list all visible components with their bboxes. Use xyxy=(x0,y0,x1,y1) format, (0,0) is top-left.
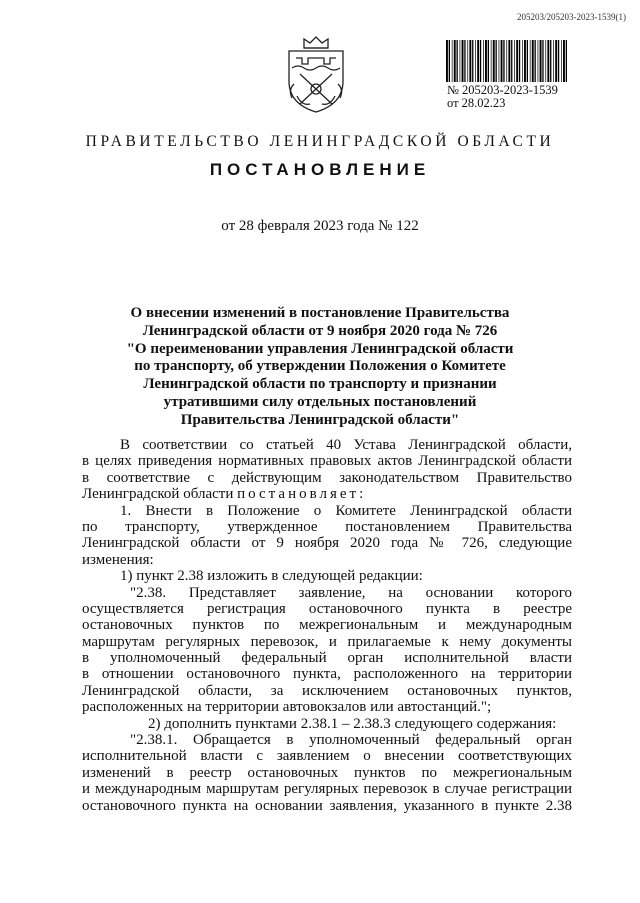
body-line: Ленинградской области от 9 ноября 2020 года № 726, следующие xyxy=(82,535,572,552)
body-line: изменения: xyxy=(82,551,154,568)
barcode-bar xyxy=(530,40,531,82)
barcode-bar xyxy=(516,40,518,82)
body-line: в соответствие с действующим законодательством Правительство xyxy=(82,469,572,486)
barcode-bar xyxy=(532,40,534,82)
barcode-bar xyxy=(462,40,464,82)
barcode-bar xyxy=(496,40,497,82)
body-line: 2) дополнить пунктами 2.38.1 – 2.38.3 следующего содержания: xyxy=(148,715,557,732)
title-line: "О переименовании управления Ленинградской области xyxy=(126,340,514,357)
barcode-bar xyxy=(555,40,557,82)
body-line: осуществляется регистрация остановочного пункта в реестре xyxy=(82,600,572,617)
document-title xyxy=(0,305,640,430)
body-line: и международным маршрутам регулярных перевозок в случае регистрации xyxy=(82,781,572,798)
body-line: исполнительной власти с заявлением о внесении соответствующих xyxy=(82,748,572,765)
coat-of-arms-emblem xyxy=(280,34,352,116)
barcode-bar xyxy=(558,40,559,82)
barcode-bar xyxy=(542,40,543,82)
barcode-bar xyxy=(550,40,551,82)
barcode-bar xyxy=(488,40,489,82)
title-line: Ленинградской области от 9 ноября 2020 года № 726 xyxy=(142,322,498,339)
barcode-bar xyxy=(501,40,503,82)
barcode-bar xyxy=(540,40,542,82)
title-line: по транспорту, об утверждении Положения о Комитете xyxy=(134,358,506,375)
barcode-bar xyxy=(454,40,456,82)
body-line: в отношении остановочного пункта, расположенного на территории xyxy=(82,666,572,683)
barcode-bar xyxy=(485,40,487,82)
barcode-bar xyxy=(561,40,562,82)
title-line: О внесении изменений в постановление Правительства xyxy=(130,305,510,321)
body-line: "2.38. Представляет заявление, на основании которого xyxy=(130,584,572,601)
title-line: Правительства Ленинградской области" xyxy=(180,411,460,428)
barcode-bar xyxy=(499,40,500,82)
barcode-bar xyxy=(545,40,546,82)
registration-date: от 28.02.23 xyxy=(447,96,506,110)
barcode-bar xyxy=(566,40,567,82)
barcode-bar xyxy=(472,40,473,82)
barcode-bar xyxy=(553,40,554,82)
barcode-bar xyxy=(469,40,471,82)
barcode-bar xyxy=(563,40,565,82)
body-line: В соответствии со статьей 40 Устава Ленинградской области, xyxy=(120,437,572,453)
preamble-end: Ленинградской области xyxy=(82,486,238,503)
barcode-bar xyxy=(535,40,536,82)
barcode-bar xyxy=(480,40,481,82)
barcode-bar xyxy=(503,40,504,82)
body-line: Ленинградской области, за исключением остановочных пунктов, xyxy=(82,682,572,699)
body-line: маршрутам регулярных перевозок, и прилагаемые к нему документы xyxy=(82,633,572,650)
title-line: Ленинградской области по транспорту и признании xyxy=(143,376,497,393)
document-type: ПОСТАНОВЛЕНИЕ xyxy=(209,160,431,179)
body-line xyxy=(82,486,572,502)
barcode-bar xyxy=(477,40,479,82)
registration-number: № 205203-2023-1539 xyxy=(447,83,558,97)
registration-stamp xyxy=(447,84,558,110)
barcode-bar xyxy=(508,40,510,82)
organization-name: ПРАВИТЕЛЬСТВО ЛЕНИНГРАДСКОЙ ОБЛАСТИ xyxy=(85,133,555,150)
barcode-bar xyxy=(491,40,492,82)
document-reference-code: 205203/205203-2023-1539(1) xyxy=(517,12,626,22)
barcode-bar xyxy=(522,40,523,82)
barcode-bar xyxy=(511,40,512,82)
barcode-bar xyxy=(519,40,520,82)
body-line: остановочных пунктов по межрегиональным и международным xyxy=(82,617,572,634)
barcode-bar xyxy=(452,40,453,82)
document-body xyxy=(82,437,572,814)
body-line: остановочного пункта на основании заявления, указанного в пункте 2.38 xyxy=(82,797,572,814)
barcode-bar xyxy=(493,40,495,82)
body-line: по транспорту, утвержденное постановлением Правительства xyxy=(82,518,572,535)
barcode-bar xyxy=(527,40,528,82)
body-line: в уполномоченный федеральный орган исполнительной власти xyxy=(82,650,572,667)
body-line: "2.38.1. Обращается в уполномоченный федеральный орган xyxy=(130,732,572,749)
body-line: 1) пункт 2.38 изложить в следующей редакции: xyxy=(120,568,423,585)
barcode-bar xyxy=(506,40,507,82)
barcode-bar xyxy=(446,40,448,82)
body-line: расположенных на территории автовокзалов или автостанций."; xyxy=(82,699,492,716)
barcode-bar xyxy=(467,40,468,82)
barcode xyxy=(446,40,568,82)
barcode-bar xyxy=(514,40,515,82)
barcode-bar xyxy=(538,40,539,82)
body-line: в целях приведения нормативных правовых актов Ленинградской области xyxy=(82,453,572,470)
barcode-bar xyxy=(449,40,450,82)
barcode-bar xyxy=(460,40,461,82)
barcode-bar xyxy=(457,40,458,82)
barcode-bar xyxy=(475,40,476,82)
resolves-word: постановляет: xyxy=(237,486,367,503)
document-date-number: от 28 февраля 2023 года № 122 xyxy=(221,218,419,234)
body-line: 1. Внести в Положение о Комитете Ленинградской области xyxy=(120,502,572,519)
title-line: утратившими силу отдельных постановлений xyxy=(163,393,477,410)
barcode-bar xyxy=(547,40,549,82)
barcode-bar xyxy=(483,40,484,82)
barcode-bar xyxy=(464,40,465,82)
body-line: изменений в реестр остановочных пунктов по межрегиональным xyxy=(82,764,572,781)
barcode-bar xyxy=(524,40,526,82)
